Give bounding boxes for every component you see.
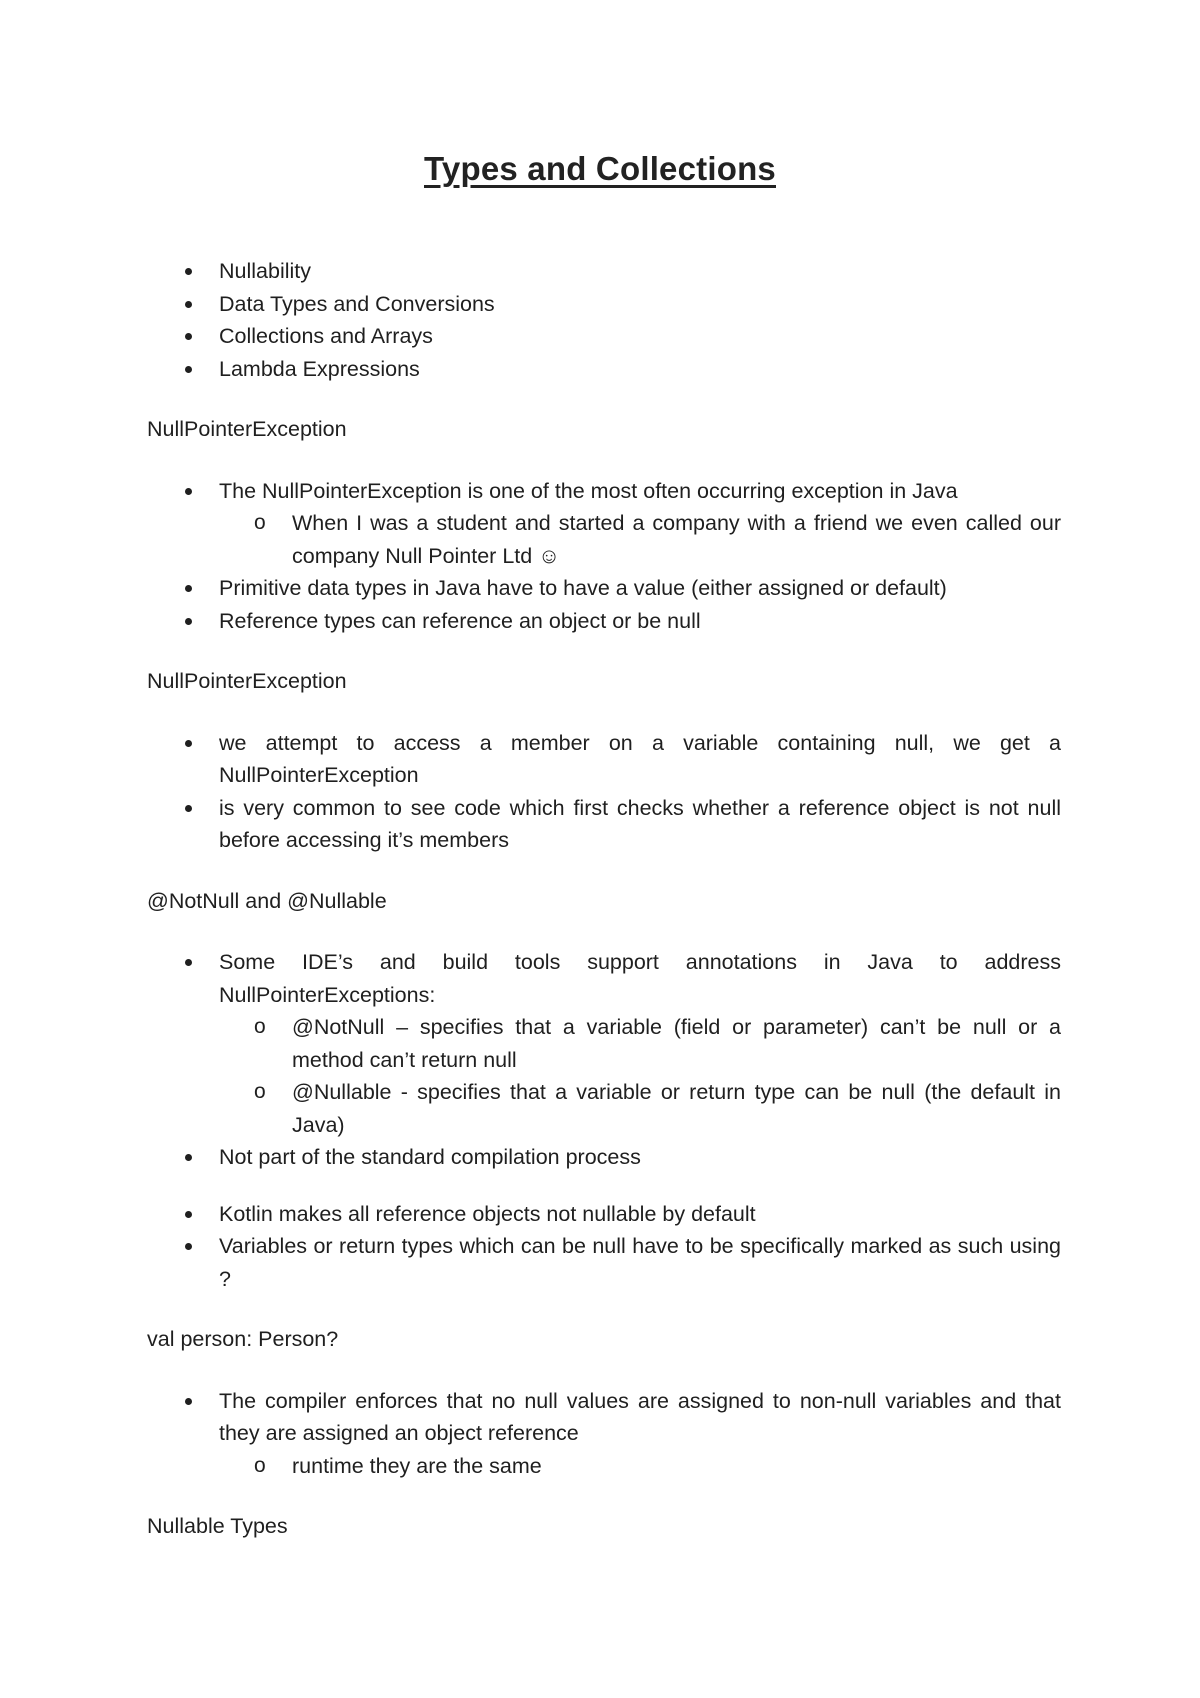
intro-list bbox=[147, 255, 1061, 385]
sub-list bbox=[292, 507, 1061, 572]
list-item: Primitive data types in Java have to have a value (either assigned or default) bbox=[147, 572, 1061, 605]
sub-list-item: o When I was a student and started a company with a friend we even called our company Null Pointer Ltd ☺ bbox=[292, 507, 1061, 572]
sub-list-item: o runtime they are the same bbox=[292, 1450, 1061, 1483]
section-heading: NullPointerException bbox=[147, 669, 347, 693]
section-heading: NullPointerException bbox=[147, 417, 347, 441]
list-item: we attempt to access a member on a variable containing null, we get a NullPointerException bbox=[147, 727, 1061, 792]
list-item: Nullability bbox=[147, 255, 1061, 288]
list-item bbox=[147, 1385, 1061, 1483]
sub-list bbox=[292, 1011, 1061, 1141]
list-item-text: Some IDE’s and build tools support annotations in Java to address NullPointerExceptions: bbox=[219, 950, 1061, 1007]
list-item-text: The compiler enforces that no null values are assigned to non-null variables and that they are assigned an object reference bbox=[219, 1388, 1061, 1445]
list-item: Collections and Arrays bbox=[147, 320, 1061, 353]
sub-list bbox=[292, 1450, 1061, 1483]
list-item: is very common to see code which first checks whether a reference object is not null before accessing it’s members bbox=[147, 792, 1061, 857]
sub-list-item: o @NotNull – specifies that a variable (field or parameter) can’t be null or a method can’t return null bbox=[292, 1011, 1061, 1076]
section4-list bbox=[147, 1385, 1061, 1483]
page-title: Types and Collections bbox=[424, 150, 776, 187]
document-body bbox=[147, 255, 1061, 1543]
section-heading: val person: Person? bbox=[147, 1327, 339, 1351]
section1-list bbox=[147, 475, 1061, 638]
section3-list-continued bbox=[147, 1198, 1061, 1296]
list-item: Not part of the standard compilation process bbox=[147, 1141, 1061, 1174]
list-item: Lambda Expressions bbox=[147, 353, 1061, 386]
list-item: Reference types can reference an object or be null bbox=[147, 605, 1061, 638]
list-item-text: The NullPointerException is one of the most often occurring exception in Java bbox=[219, 478, 958, 503]
list-item: Data Types and Conversions bbox=[147, 288, 1061, 321]
list-item bbox=[147, 475, 1061, 573]
sub-list-item: o @Nullable - specifies that a variable or return type can be null (the default in Java) bbox=[292, 1076, 1061, 1141]
list-item: Kotlin makes all reference objects not nullable by default bbox=[147, 1198, 1061, 1231]
section-heading: Nullable Types bbox=[147, 1514, 288, 1538]
section3-list bbox=[147, 946, 1061, 1174]
list-item bbox=[147, 946, 1061, 1141]
list-item: Variables or return types which can be null have to be specifically marked as such using ? bbox=[147, 1230, 1061, 1295]
section2-list bbox=[147, 727, 1061, 857]
section-heading: @NotNull and @Nullable bbox=[147, 888, 387, 913]
